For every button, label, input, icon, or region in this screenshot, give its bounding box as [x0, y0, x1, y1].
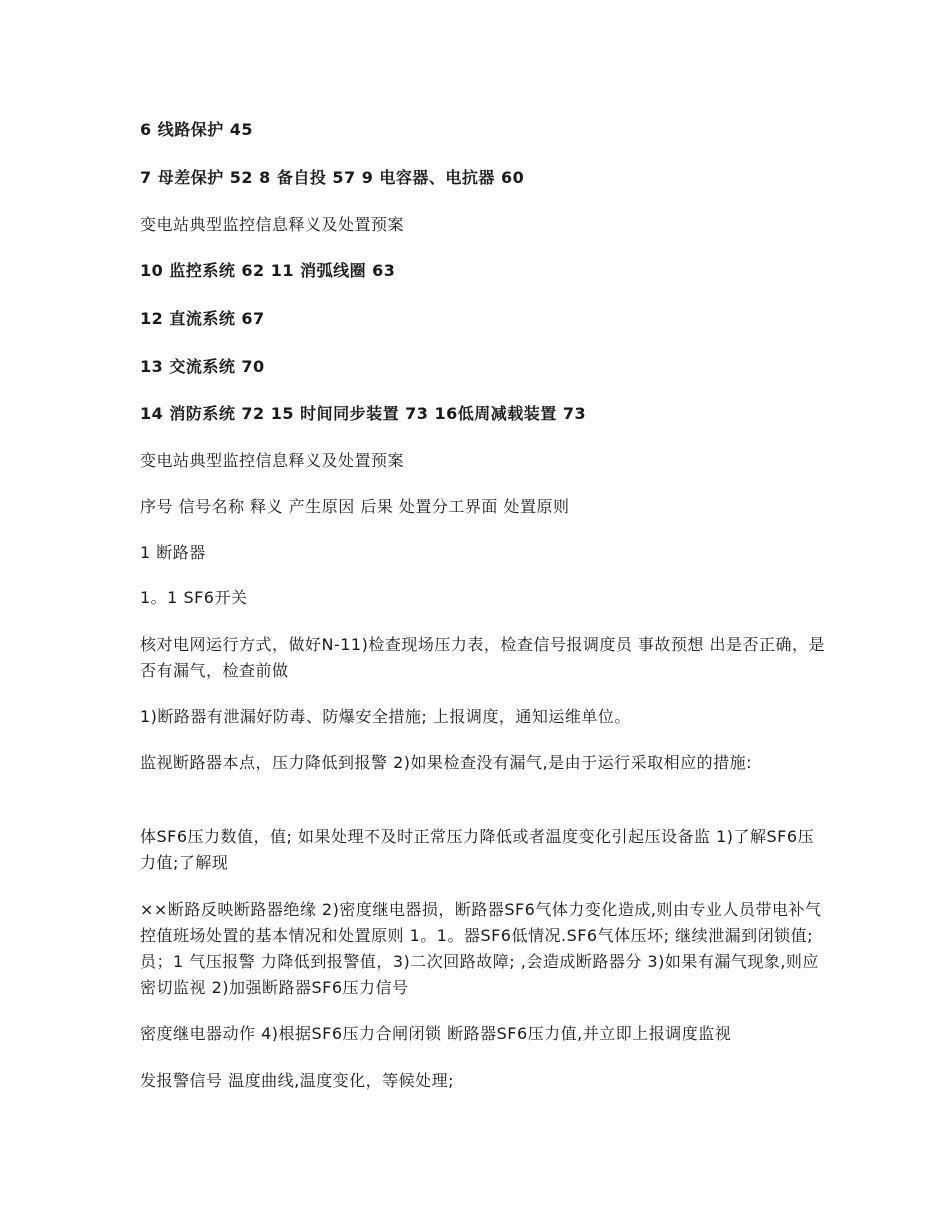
toc-line-6: 6 线路保护 45	[140, 120, 254, 139]
item-breaker: 1 断路器	[140, 543, 206, 562]
section-heading-2: 变电站典型监控信息释义及处置预案	[140, 451, 405, 470]
paragraph-1: 核对电网运行方式，做好N-11)检查现场压力表，检查信号报调度员 事故预想 出是否正确，是否有漏气，检查前做	[140, 635, 826, 680]
toc-line-12: 12 直流系统 67	[140, 309, 265, 328]
item-sf6-switch: 1。1 SF6开关	[140, 588, 248, 607]
paragraph-2: 1)断路器有泄漏好防毒、防爆安全措施; 上报调度，通知运维单位。	[140, 707, 631, 726]
paragraph-3: 监视断路器本点，压力降低到报警 2)如果检查没有漏气,是由于运行采取相应的措施:	[140, 753, 752, 772]
toc-line-7-9: 7 母差保护 52 8 备自投 57 9 电容器、电抗器 60	[140, 168, 525, 187]
section-heading: 变电站典型监控信息释义及处置预案	[140, 215, 405, 234]
paragraph-7: 发报警信号 温度曲线,温度变化，等候处理;	[140, 1071, 455, 1090]
toc-line-10-11: 10 监控系统 62 11 消弧线圈 63	[140, 261, 396, 280]
table-header: 序号 信号名称 释义 产生原因 后果 处置分工界面 处置原则	[140, 497, 570, 516]
paragraph-4: 体SF6压力数值，值; 如果处理不及时正常压力降低或者温度变化引起压设备监 1)了解SF6压力值;了解现	[140, 827, 815, 872]
toc-line-14-16: 14 消防系统 72 15 时间同步装置 73 16低周减载装置 73	[140, 404, 587, 423]
paragraph-6: 密度继电器动作 4)根据SF6压力合闸闭锁 断路器SF6压力值,并立即上报调度监视	[140, 1024, 732, 1043]
toc-line-13: 13 交流系统 70	[140, 357, 265, 376]
paragraph-5: ××断路反映断路器绝缘 2)密度继电器损，断路器SF6气体力变化造成,则由专业人员带电补气控值班场处置的基本情况和处置原则 1。1。器SF6低情况.SF6气体压坏; 继续泄漏到闭锁值; 员；1 气压报警 力降低到报警值，3)二次回路故障; ,会造成断路器分 3)如果有漏气现象,则应密切监视 2)加强断路器SF6压力信号	[140, 900, 822, 997]
